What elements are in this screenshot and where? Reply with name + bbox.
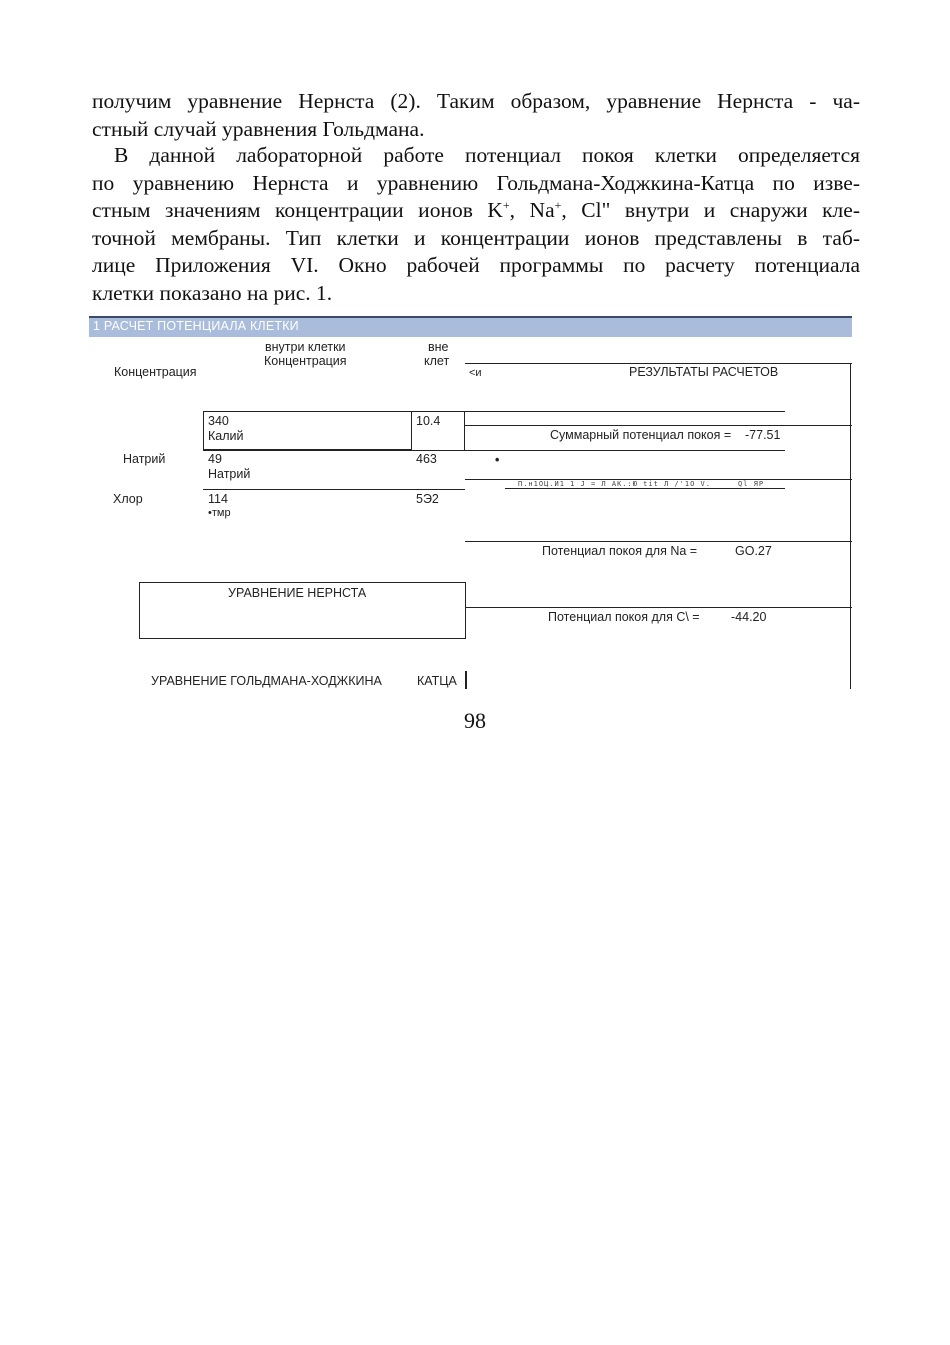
nernst-equation-label: УРАВНЕНИЕ НЕРНСТА xyxy=(228,586,367,600)
results-divider xyxy=(505,488,785,489)
bullet-mark: • xyxy=(495,453,500,467)
results-divider xyxy=(465,411,785,412)
text-cursor xyxy=(465,671,467,689)
chlorine-row-label: Хлор xyxy=(113,492,143,506)
row-divider xyxy=(203,450,465,451)
inside-header-line-2: Концентрация xyxy=(264,354,347,368)
ions-text-na: , Na xyxy=(509,198,555,222)
paragraph-2-line-2: по уравнению Нернста и уравнению Гольдмана-Ходжкина-Катца по изве- xyxy=(92,170,860,195)
potassium-inside-value[interactable]: 340 xyxy=(208,414,229,428)
potassium-name: Калий xyxy=(208,429,244,443)
inside-header-line-1: внутри клетки xyxy=(265,340,346,354)
faint-text-right: Ql ЯР xyxy=(738,480,765,488)
total-potential-label: Суммарный потенциал покоя = xyxy=(550,428,732,442)
superscript-plus-k: + xyxy=(502,197,510,212)
paragraph-2-line-1: В данной лабораторной работе потенциал покоя клетки определяется xyxy=(114,143,860,167)
chlorine-name: •тмр xyxy=(208,507,231,519)
sodium-inside-value[interactable]: 49 xyxy=(208,452,222,466)
ions-text-k: стным значениям концентрации ионов K xyxy=(92,198,503,222)
page-number: 98 xyxy=(464,708,486,733)
sodium-row-label: Натрий xyxy=(123,452,166,466)
paragraph-2-line-5: лице Приложения VI. Окно рабочей программы по расчету потенциала xyxy=(92,253,860,277)
sodium-potential-value: GO.27 xyxy=(735,544,772,558)
paragraph-2-line-4: точной мембраны. Тип клетки и концентрации ионов представлены в таб- xyxy=(92,225,860,250)
results-marker: <и xyxy=(469,367,482,379)
goldman-equation-label[interactable]: УРАВНЕНИЕ ГОЛЬДМАНА-ХОДЖКИНА xyxy=(151,674,382,688)
superscript-plus-na: + xyxy=(554,197,562,212)
ions-text-cl: , Cl" внутри и снаружи кле- xyxy=(561,198,860,222)
paragraph-1-line-2: стный случай уравнения Гольдмана. xyxy=(92,116,425,141)
results-divider xyxy=(465,541,852,542)
chlorine-potential-value: -44.20 xyxy=(731,610,767,624)
results-divider xyxy=(465,607,852,608)
window-title: 1 РАСЧЕТ ПОТЕНЦИАЛА КЛЕТКИ xyxy=(93,319,299,333)
row-divider xyxy=(203,489,465,490)
katz-label[interactable]: КАТЦА xyxy=(417,674,457,688)
outside-header-line-2: клет xyxy=(424,354,450,368)
results-header: РЕЗУЛЬТАТЫ РАСЧЕТОВ xyxy=(629,365,779,379)
results-top-border xyxy=(465,363,852,364)
paragraph-2-line-6: клетки показано на рис. 1. xyxy=(92,280,333,305)
faint-text-left: П.н1ОЦ.И1 1 J = Л АК.:Ю tit Л /'1O V. xyxy=(518,480,711,488)
column-divider xyxy=(464,411,465,451)
sodium-outside-value[interactable]: 463 xyxy=(416,452,437,466)
results-divider xyxy=(465,450,785,451)
chlorine-potential-label: Потенциал покоя для С\ = xyxy=(548,610,700,624)
results-divider xyxy=(465,425,852,426)
potassium-outside-value[interactable]: 10.4 xyxy=(416,414,441,428)
row-divider xyxy=(412,411,465,412)
chlorine-outside-value[interactable]: 5Э2 xyxy=(416,492,439,506)
nernst-equation-button[interactable] xyxy=(139,582,466,639)
outside-header-line-1: вне xyxy=(428,340,449,354)
paragraph-1-line-1: получим уравнение Нернста (2). Таким образом, уравнение Нернста - ча- xyxy=(92,89,860,113)
chlorine-inside-value[interactable]: 114 xyxy=(208,492,228,506)
sodium-name: Натрий xyxy=(208,467,251,481)
window-title-bar xyxy=(89,316,852,337)
total-potential-value: -77.51 xyxy=(745,428,781,442)
results-right-border xyxy=(850,363,851,689)
sodium-potential-label: Потенциал покоя для Na = xyxy=(542,544,698,558)
concentration-label: Концентрация xyxy=(114,365,197,379)
